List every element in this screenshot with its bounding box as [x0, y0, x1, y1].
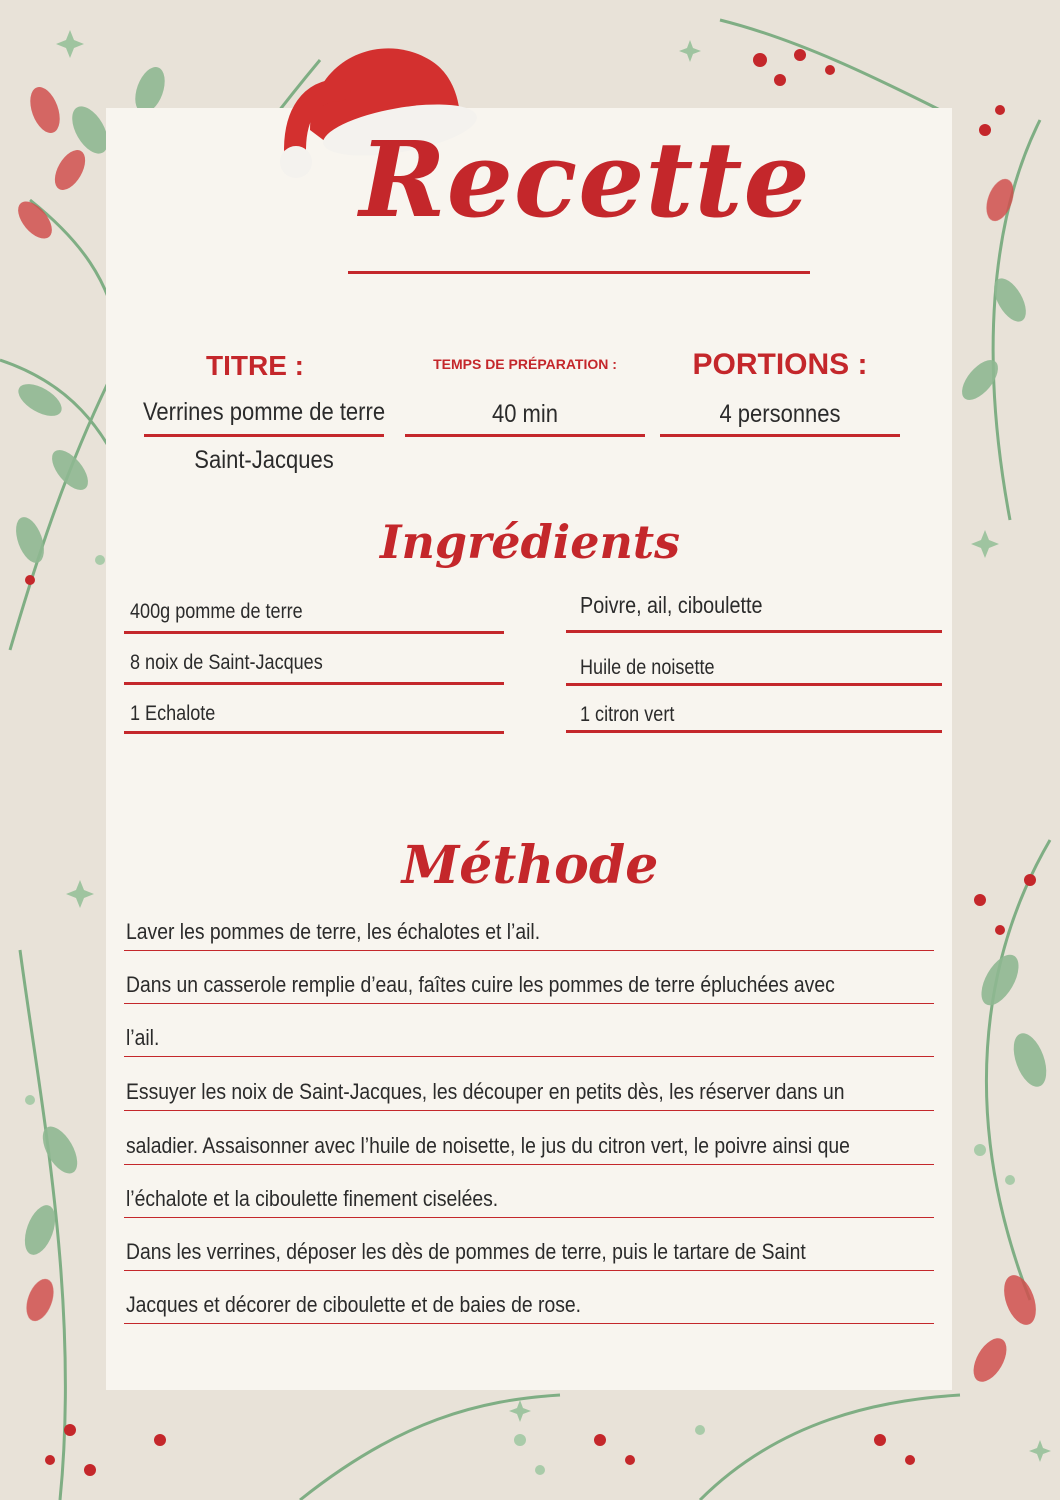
method-rule-7: [124, 1270, 934, 1271]
method-rule-5: [124, 1164, 934, 1165]
titre-value-line2: Saint-Jacques: [194, 446, 334, 474]
ingredient-left-1: 400g pomme de terre: [130, 600, 303, 623]
method-rule-6: [124, 1217, 934, 1218]
temps-label: TEMPS DE PRÉPARATION :: [433, 356, 617, 372]
temps-rule: [405, 434, 645, 437]
method-line-7: Dans les verrines, déposer les dès de pommes de terre, puis le tartare de Saint: [126, 1239, 806, 1264]
method-rule-8: [124, 1323, 934, 1324]
method-rule-1: [124, 950, 934, 951]
method-line-5: saladier. Assaisonner avec l’huile de noisette, le jus du citron vert, le poivre ainsi que: [126, 1133, 850, 1158]
portions-value: 4 personnes: [719, 400, 841, 428]
page-title: Recette: [359, 118, 811, 241]
method-rule-2: [124, 1003, 934, 1004]
titre-rule: [144, 434, 384, 437]
ingredient-right-3: 1 citron vert: [580, 703, 675, 726]
titre-value-line1: Verrines pomme de terre: [142, 398, 386, 426]
method-line-8: Jacques et décorer de ciboulette et de baies de rose.: [126, 1292, 582, 1317]
method-line-3: l’ail.: [126, 1025, 160, 1050]
ingredient-right-1: Poivre, ail, ciboulette: [580, 592, 763, 618]
portions-label: PORTIONS :: [692, 348, 868, 381]
method-line-6: l’échalote et la ciboulette finement ciselées.: [126, 1186, 499, 1211]
method-rule-3: [124, 1056, 934, 1057]
ingredient-right-rule-3: [566, 730, 942, 733]
ingredient-right-rule-2: [566, 683, 942, 686]
method-line-4: Essuyer les noix de Saint-Jacques, les découper en petits dès, les réserver dans un: [126, 1079, 845, 1104]
ingredient-left-rule-2: [124, 682, 504, 685]
title-underline: [348, 271, 810, 274]
titre-label: TITRE :: [206, 350, 304, 381]
method-line-2: Dans un casserole remplie d’eau, faîtes cuire les pommes de terre épluchées avec: [126, 972, 835, 997]
ingredient-right-2: Huile de noisette: [580, 656, 715, 679]
method-rule-4: [124, 1110, 934, 1111]
ingredient-left-2: 8 noix de Saint-Jacques: [130, 651, 323, 674]
methode-heading: Méthode: [401, 835, 659, 896]
temps-value: 40 min: [491, 400, 559, 428]
ingredients-heading: Ingrédients: [379, 515, 681, 569]
ingredient-left-rule-1: [124, 631, 504, 634]
portions-rule: [660, 434, 900, 437]
method-line-1: Laver les pommes de terre, les échalotes et l’ail.: [126, 919, 541, 944]
ingredient-right-rule-1: [566, 630, 942, 633]
ingredient-left-rule-3: [124, 731, 504, 734]
ingredient-left-3: 1 Echalote: [130, 702, 216, 725]
